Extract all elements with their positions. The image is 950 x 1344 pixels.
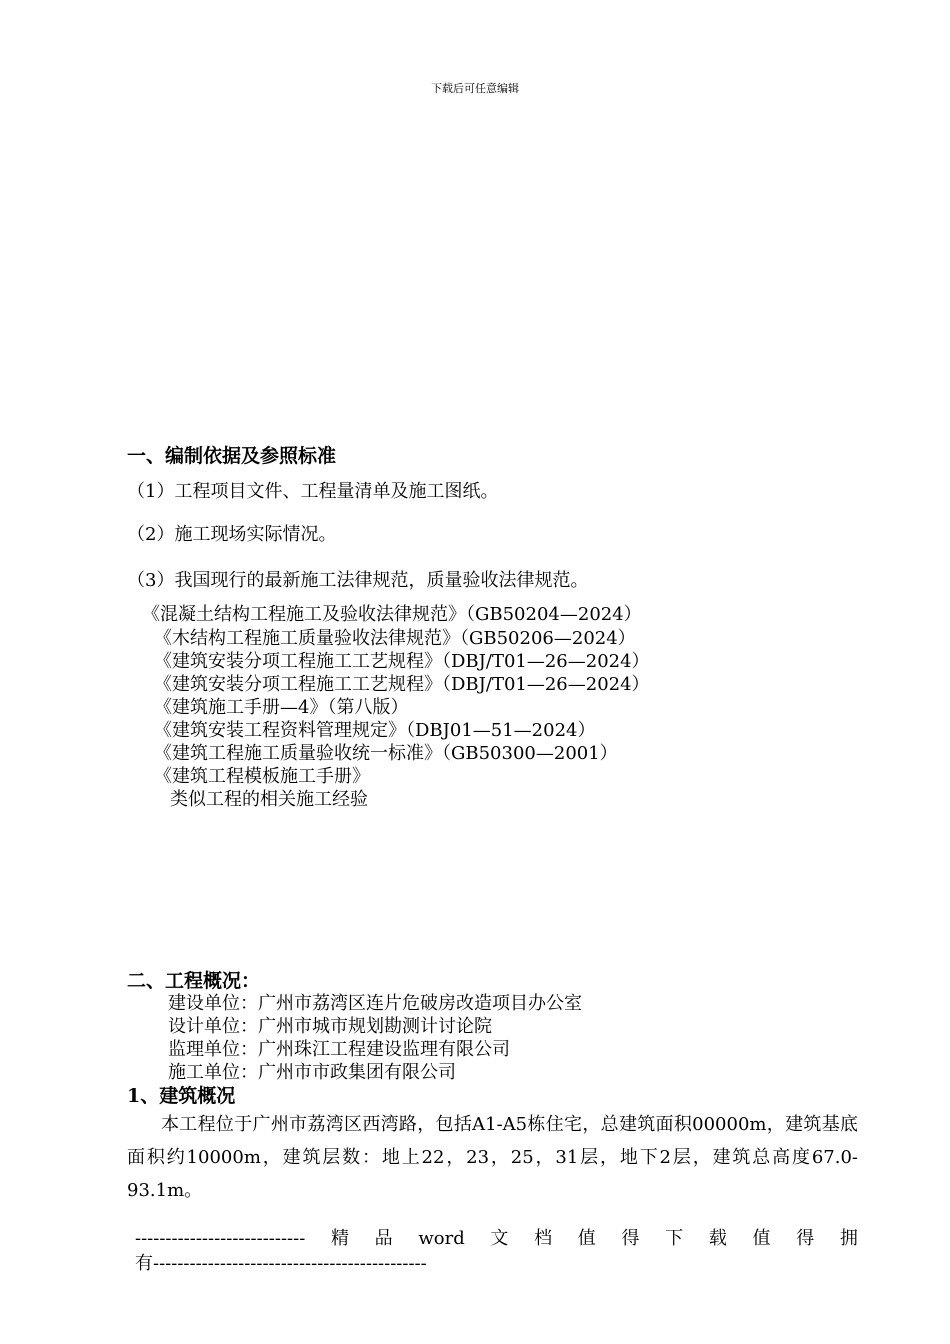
footer-word: 档 xyxy=(534,1228,553,1249)
reference-item: 《建筑施工手册—4》（第八版） xyxy=(154,697,409,718)
reference-item: 《建筑安装工程资料管理规定》（DBJ01—51—2024） xyxy=(154,720,596,741)
footer-dashes: ---------------------------- xyxy=(135,1228,306,1249)
section2-heading: 二、工程概况： xyxy=(127,970,261,992)
subsection1-heading: 1、建筑概况 xyxy=(127,1085,236,1107)
reference-item: 类似工程的相关施工经验 xyxy=(170,789,368,810)
basis-item-1: （1）工程项目文件、工程量清单及施工图纸。 xyxy=(127,481,499,502)
footer-line-1 xyxy=(135,1226,858,1251)
footer-word: 品 xyxy=(374,1228,393,1249)
design-unit: 设计单位：广州市城市规划勘测计讨论院 xyxy=(168,1016,492,1037)
footer-word: 值 xyxy=(577,1228,596,1249)
reference-item: 《混凝土结构工程施工及验收法律规范》（GB50204—2024） xyxy=(142,604,642,625)
section1-heading: 一、编制依据及参照标准 xyxy=(127,445,337,467)
reference-item: 《建筑安装分项工程施工工艺规程》（DBJ/T01—26—2024） xyxy=(154,674,650,695)
building-overview-paragraph: 本工程位于广州市荔湾区西湾路，包括A1-A5栋住宅，总建筑面积00000m，建筑基底面积约10000m，建筑层数：地上22，23，25，31层，地下2层，建筑总高度67.0-93.1m。 xyxy=(127,1114,858,1201)
footer-word: 值 xyxy=(752,1228,771,1249)
footer-line-2: 有--------------------------------------------- xyxy=(135,1253,427,1274)
footer-note xyxy=(135,1226,858,1276)
footer-word: 拥 xyxy=(839,1228,858,1249)
reference-item: 《建筑安装分项工程施工工艺规程》（DBJ/T01—26—2024） xyxy=(154,651,650,672)
supervision-unit: 监理单位：广州珠江工程建设监理有限公司 xyxy=(168,1039,510,1060)
footer-word: 载 xyxy=(708,1228,727,1249)
header-note: 下载后可任意编辑 xyxy=(431,82,519,95)
footer-word: word xyxy=(418,1228,465,1249)
basis-item-2: （2）施工现场实际情况。 xyxy=(127,524,337,545)
reference-item: 《木结构工程施工质量验收法律规范》（GB50206—2024） xyxy=(154,628,636,649)
footer-word: 下 xyxy=(665,1228,684,1249)
footer-word: 精 xyxy=(330,1228,349,1249)
footer-word: 得 xyxy=(796,1228,815,1249)
basis-item-3: （3）我国现行的最新施工法律规范，质量验收法律规范。 xyxy=(127,570,589,591)
footer-word: 文 xyxy=(490,1228,509,1249)
footer-word: 得 xyxy=(621,1228,640,1249)
contractor-unit: 施工单位：广州市市政集团有限公司 xyxy=(168,1062,456,1083)
reference-item: 《建筑工程施工质量验收统一标准》（GB50300—2001） xyxy=(154,743,618,764)
construction-unit: 建设单位：广州市荔湾区连片危破房改造项目办公室 xyxy=(168,993,582,1014)
reference-item: 《建筑工程模板施工手册》 xyxy=(154,766,370,787)
